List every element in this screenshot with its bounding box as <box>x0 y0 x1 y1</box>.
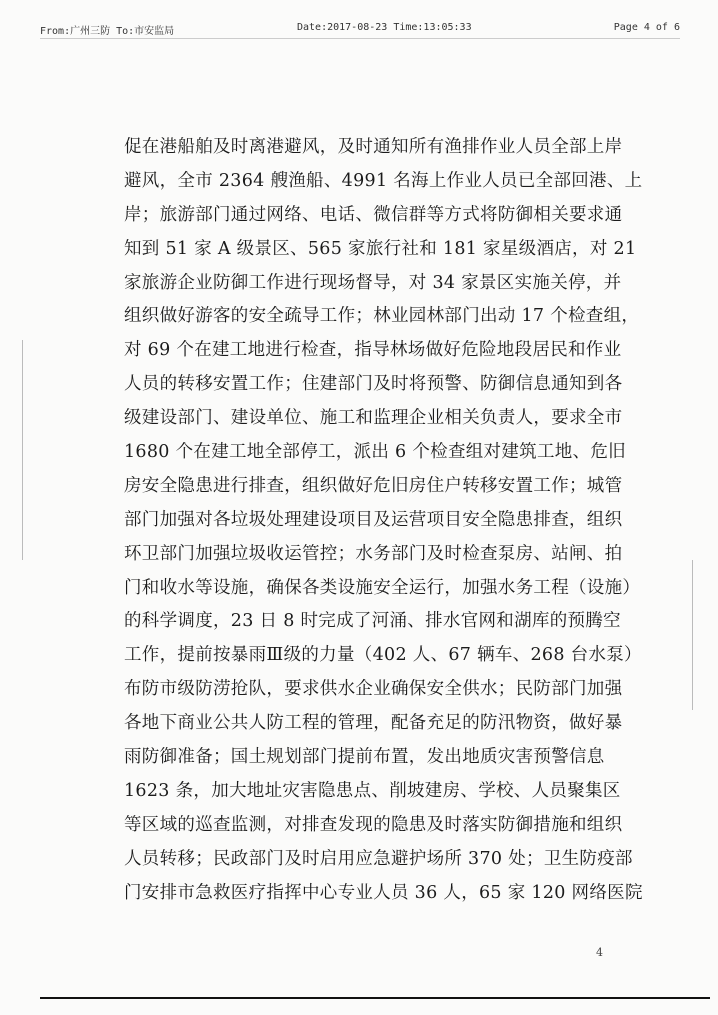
body-line: 房安全隐患进行排查，组织做好危旧房住户转移安置工作；城管 <box>124 475 623 496</box>
body-line: 等区域的巡查监测，对排查发现的隐患及时落实防御措施和组织 <box>124 814 623 835</box>
page-number: 4 <box>596 946 603 959</box>
fax-page-indicator: Page 4 of 6 <box>613 22 680 33</box>
body-line: 家旅游企业防御工作进行现场督导，对 34 家景区实施关停，并 <box>124 272 622 293</box>
body-line: 人员的转移安置工作；住建部门及时将预警、防御信息通知到各 <box>124 374 623 395</box>
fax-from-to: From:广州三防 To:市安监局 <box>40 26 175 37</box>
body-line: 部门加强对各垃圾处理建设项目及运营项目安全隐患排查，组织 <box>124 509 623 530</box>
body-line: 布防市级防涝抢队，要求供水企业确保安全供水；民防部门加强 <box>124 679 623 700</box>
body-line: 岸；旅游部门通过网络、电话、微信群等方式将防御相关要求通 <box>124 204 623 225</box>
body-line: 各地下商业公共人防工程的管理，配备充足的防汛物资，做好暴 <box>124 713 623 734</box>
scan-artifact-line <box>692 560 693 710</box>
body-line: 避风，全市 2364 艘渔船、4991 名海上作业人员已全部回港、上 <box>124 170 643 191</box>
scan-artifact-line <box>22 340 23 560</box>
fax-header <box>40 18 680 39</box>
body-line: 知到 51 家 A 级景区、565 家旅行社和 181 家星级酒店，对 21 <box>124 238 637 259</box>
footer-divider <box>40 997 710 999</box>
body-line: 工作，提前按暴雨Ⅲ级的力量（402 人、67 辆车、268 台水泵） <box>124 645 642 666</box>
body-line: 组织做好游客的安全疏导工作；林业园林部门出动 17 个检查组， <box>124 306 640 327</box>
fax-datetime: Date:2017-08-23 Time:13:05:33 <box>297 22 472 33</box>
body-line: 门安排市急救医疗指挥中心专业人员 36 人，65 家 120 网络医院 <box>124 882 643 903</box>
body-line: 雨防御准备；国土规划部门提前布置，发出地质灾害预警信息 <box>124 747 605 768</box>
body-line: 1680 个在建工地全部停工，派出 6 个检查组对建筑工地、危旧 <box>124 442 626 463</box>
body-line: 促在港船舶及时离港避风，及时通知所有渔排作业人员全部上岸 <box>124 137 623 157</box>
body-line: 对 69 个在建工地进行检查，指导林场做好危险地段居民和作业 <box>124 340 622 361</box>
body-line: 门和收水等设施，确保各类设施安全运行，加强水务工程（设施） <box>124 577 641 598</box>
document-body <box>124 131 643 910</box>
body-line: 人员转移；民政部门及时启用应急避护场所 370 处；卫生防疫部 <box>124 848 633 869</box>
body-line: 环卫部门加强垃圾收运管控；水务部门及时检查泵房、站闸、拍 <box>124 543 623 564</box>
body-line: 1623 条，加大地址灾害隐患点、削坡建房、学校、人员聚集区 <box>124 780 621 801</box>
body-line: 的科学调度，23 日 8 时完成了河涌、排水官网和湖库的预腾空 <box>124 611 621 632</box>
body-line: 级建设部门、建设单位、施工和监理企业相关负责人，要求全市 <box>124 408 623 429</box>
